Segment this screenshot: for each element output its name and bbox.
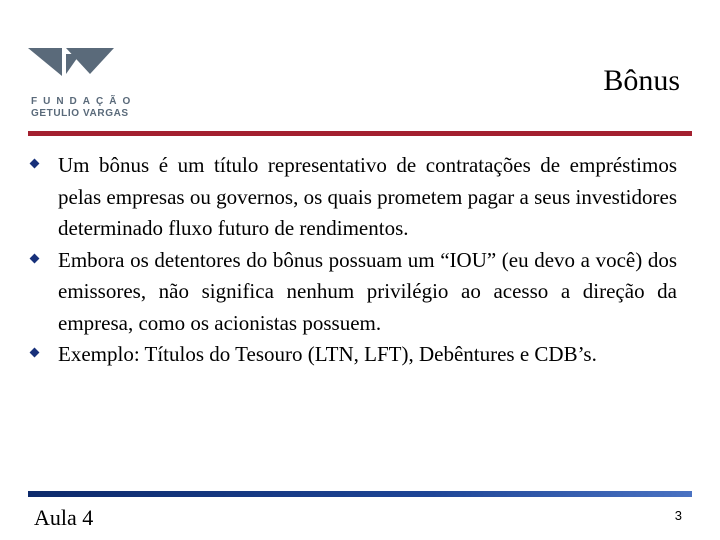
bullet-text: Exemplo: Títulos do Tesouro (LTN, LFT), Debêntures e CDB’s. [58, 342, 597, 366]
footer-lecture-label: Aula 4 [34, 505, 94, 530]
bullet-item [28, 339, 677, 371]
bullet-item [28, 150, 677, 245]
diamond-bullet-icon [30, 348, 40, 358]
title-rule [28, 131, 692, 136]
fgv-logo-icon [28, 44, 114, 84]
bullet-text: Um bônus é um título representativo de contratações de empréstimos pelas empresas ou governos, os quais prometem pagar a seus investidores determinado fluxo futuro de rendimentos. [58, 153, 677, 240]
slide-title: Bônus [603, 64, 680, 97]
diamond-bullet-icon [30, 159, 40, 169]
footer-rule [28, 491, 692, 497]
fgv-logo [28, 44, 137, 122]
page-number: 3 [674, 508, 682, 523]
bullet-text: Embora os detentores do bônus possuam um “IOU” (eu devo a você) dos emissores, não significa nenhum privilégio ao acesso a direção da empresa, como os acionistas possuem. [58, 247, 677, 335]
bullet-item [28, 245, 677, 340]
logo-line1: FUNDAÇÃO [31, 96, 137, 107]
slide-content [28, 150, 677, 371]
diamond-bullet-icon [30, 253, 40, 263]
logo-line2: GETULIO VARGAS [31, 108, 129, 119]
